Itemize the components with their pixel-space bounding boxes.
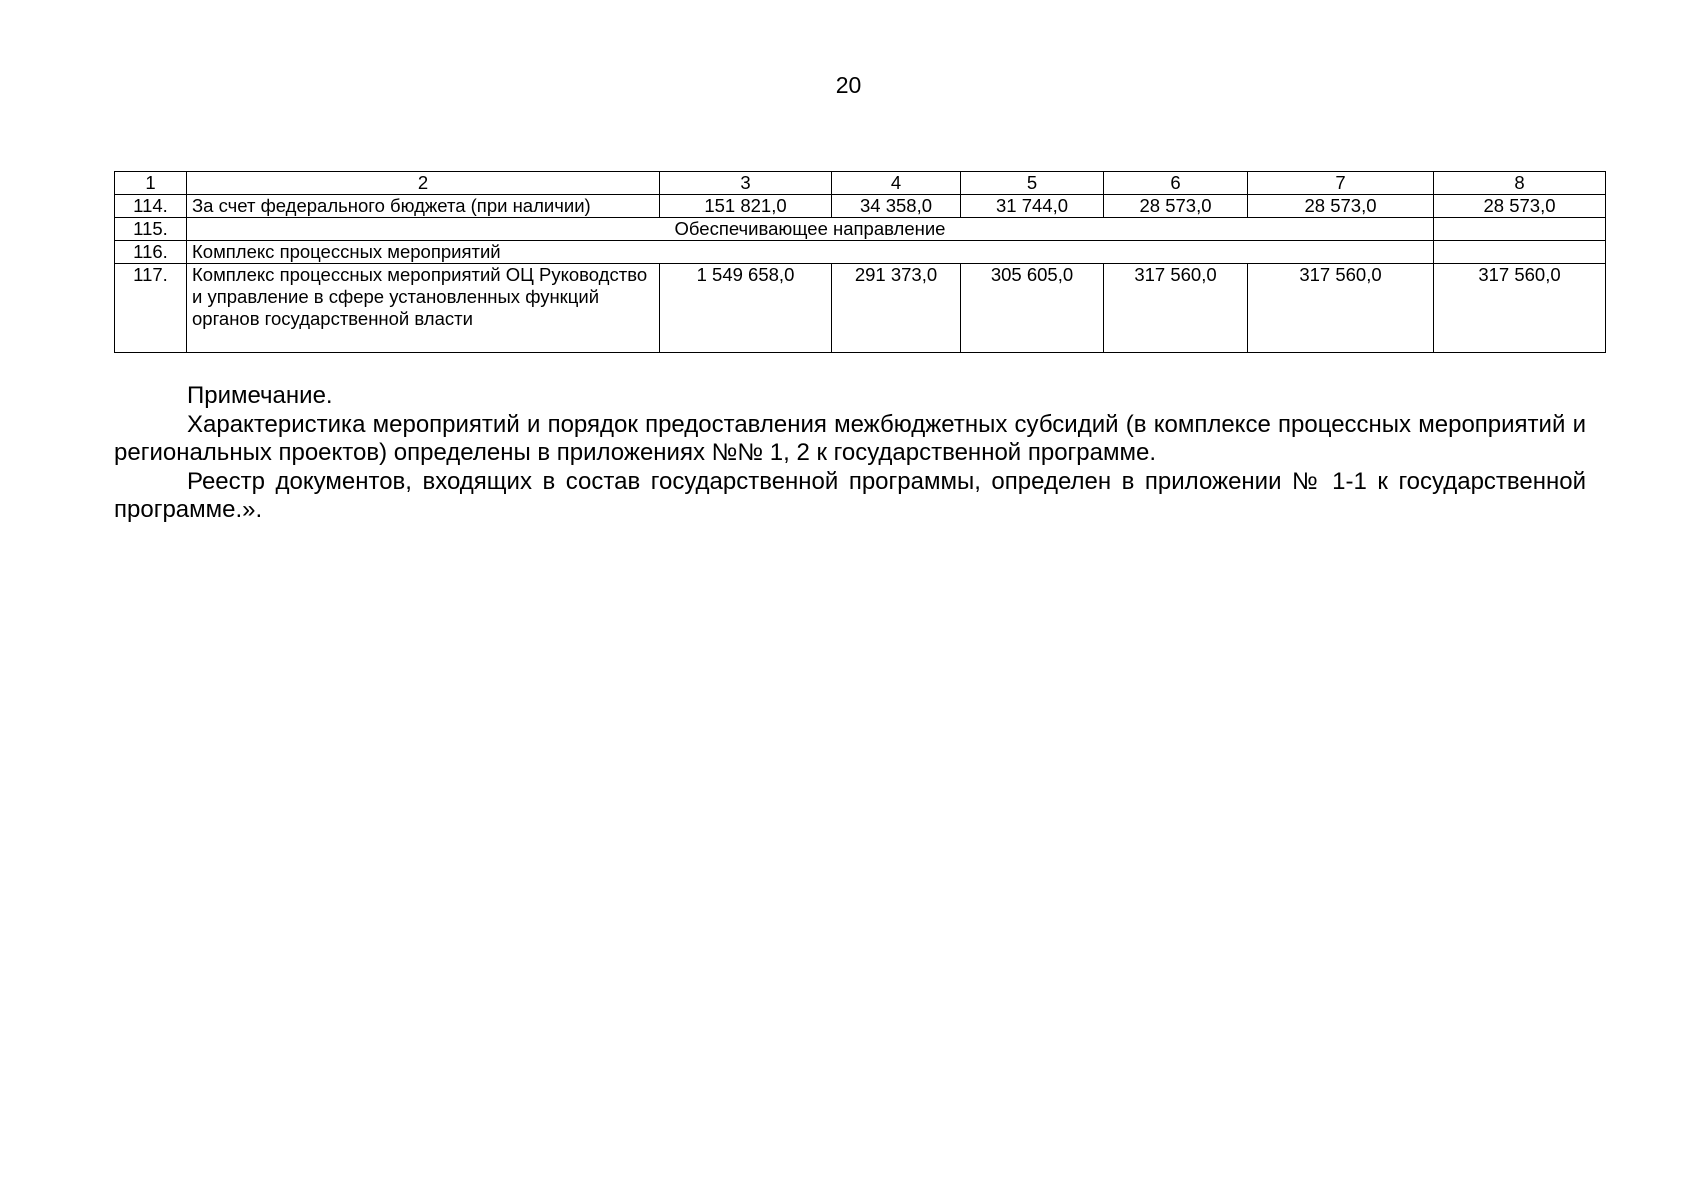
column-header: 2 bbox=[187, 172, 660, 195]
page-number: 20 bbox=[835, 72, 862, 98]
row-value: 151 821,0 bbox=[660, 195, 832, 218]
row-value: 317 560,0 bbox=[1248, 264, 1434, 353]
row-number: 117. bbox=[115, 264, 187, 353]
row-number: 114. bbox=[115, 195, 187, 218]
note-heading: Примечание. bbox=[187, 382, 333, 409]
row-value: 28 573,0 bbox=[1434, 195, 1606, 218]
row-value: 317 560,0 bbox=[1434, 264, 1606, 353]
table-row bbox=[115, 218, 1606, 241]
note-paragraph: Характеристика мероприятий и порядок предоставления межбюджетных субсидий (в комплексе процессных мероприятий и региональных проектов) определены в приложениях №№ 1, 2 к государственной программе. bbox=[114, 410, 1586, 466]
table-row bbox=[115, 264, 1606, 353]
column-header: 6 bbox=[1104, 172, 1248, 195]
row-name: За счет федерального бюджета (при наличии) bbox=[187, 195, 660, 218]
table-header-row bbox=[115, 172, 1606, 195]
section-title: Обеспечивающее направление bbox=[187, 218, 1434, 241]
empty-cell bbox=[1434, 218, 1606, 241]
table-row bbox=[115, 241, 1606, 264]
row-value: 305 605,0 bbox=[961, 264, 1104, 353]
column-header: 3 bbox=[660, 172, 832, 195]
row-value: 291 373,0 bbox=[832, 264, 961, 353]
column-header: 5 bbox=[961, 172, 1104, 195]
note-section bbox=[114, 382, 1586, 525]
column-header: 8 bbox=[1434, 172, 1606, 195]
note-paragraph: Реестр документов, входящих в состав государственной программы, определен в приложении № 1-1 к государственной программе.». bbox=[114, 467, 1586, 523]
row-value: 31 744,0 bbox=[961, 195, 1104, 218]
row-name: Комплекс процессных мероприятий ОЦ Руководство и управление в сфере установленных функций органов государственной власти bbox=[187, 264, 660, 353]
row-value: 317 560,0 bbox=[1104, 264, 1248, 353]
column-header: 4 bbox=[832, 172, 961, 195]
section-title: Комплекс процессных мероприятий bbox=[187, 241, 1434, 264]
budget-table bbox=[114, 171, 1606, 353]
row-value: 34 358,0 bbox=[832, 195, 961, 218]
column-header: 1 bbox=[115, 172, 187, 195]
empty-cell bbox=[1434, 241, 1606, 264]
column-header: 7 bbox=[1248, 172, 1434, 195]
table-row bbox=[115, 195, 1606, 218]
row-number: 115. bbox=[115, 218, 187, 241]
row-number: 116. bbox=[115, 241, 187, 264]
row-value: 1 549 658,0 bbox=[660, 264, 832, 353]
row-value: 28 573,0 bbox=[1248, 195, 1434, 218]
row-value: 28 573,0 bbox=[1104, 195, 1248, 218]
